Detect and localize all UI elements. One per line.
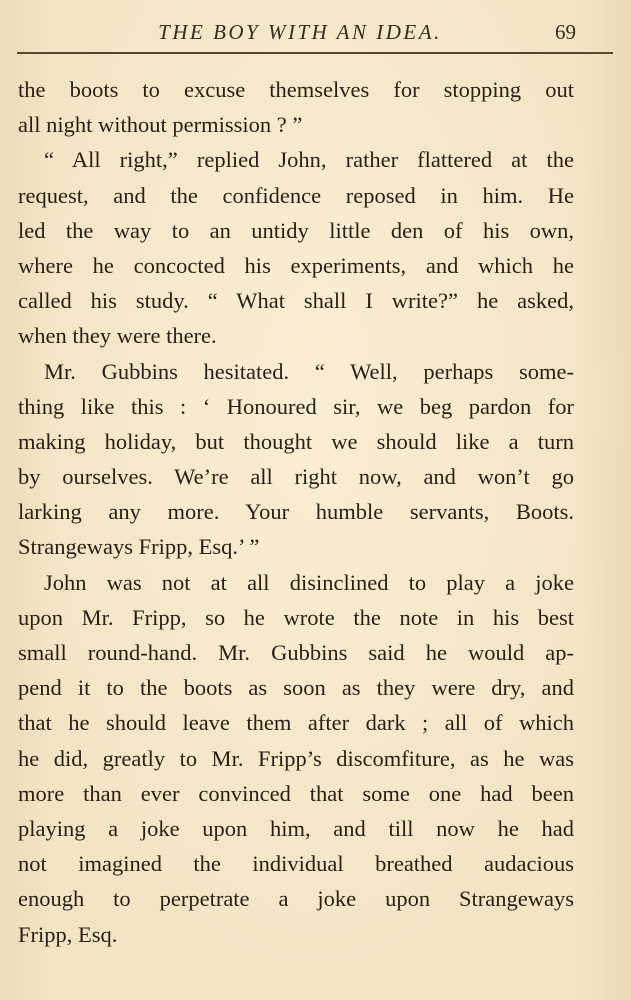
text-line: when they were there.: [18, 323, 217, 349]
text-line: where he concocted his experiments, and which he: [18, 252, 574, 278]
text-line: led the way to an untidy little den of his own,: [18, 217, 574, 243]
text-line: John was not at all disinclined to play a joke: [44, 569, 574, 595]
text-line: all night without permission ? ”: [18, 112, 303, 138]
text-line: more than ever convinced that some one had been: [18, 780, 574, 806]
text-line: the boots to excuse themselves for stopping out: [18, 77, 574, 102]
body-text: [18, 72, 574, 952]
text-line: called his study. “ What shall I write?” he asked,: [18, 288, 574, 314]
text-line: Mr. Gubbins hesitated. “ Well, perhaps some-: [44, 358, 574, 384]
text-line: making holiday, but thought we should like a turn: [18, 428, 574, 454]
text-line: not imagined the individual breathed audacious: [18, 851, 574, 877]
running-title: THE BOY WITH AN IDEA.: [158, 20, 442, 44]
header-rule: [17, 52, 613, 54]
text-line: Fripp, Esq.: [18, 921, 118, 947]
text-line: that he should leave them after dark ; all of which: [18, 710, 574, 736]
text-line: small round-hand. Mr. Gubbins said he would ap-: [18, 640, 574, 665]
text-line: enough to perpetrate a joke upon Strangeways: [18, 886, 574, 912]
text-line: pend it to the boots as soon as they were dry, and: [18, 675, 574, 701]
page-number: 69: [555, 20, 576, 44]
text-line: Strangeways Fripp, Esq.’ ”: [18, 534, 260, 560]
text-line: thing like this : ‘ Honoured sir, we beg pardon for: [18, 393, 574, 419]
running-head: [0, 18, 631, 52]
text-line: playing a joke upon him, and till now he had: [18, 815, 574, 841]
text-line: larking any more. Your humble servants, Boots.: [18, 499, 574, 525]
text-line: request, and the confidence reposed in him. He: [18, 182, 574, 208]
text-line: by ourselves. We’re all right now, and won’t go: [18, 464, 574, 490]
text-line: “ All right,” replied John, rather flattered at the: [44, 147, 574, 173]
text-line: he did, greatly to Mr. Fripp’s discomfiture, as he was: [18, 745, 574, 771]
text-line: upon Mr. Fripp, so he wrote the note in his best: [18, 604, 574, 630]
